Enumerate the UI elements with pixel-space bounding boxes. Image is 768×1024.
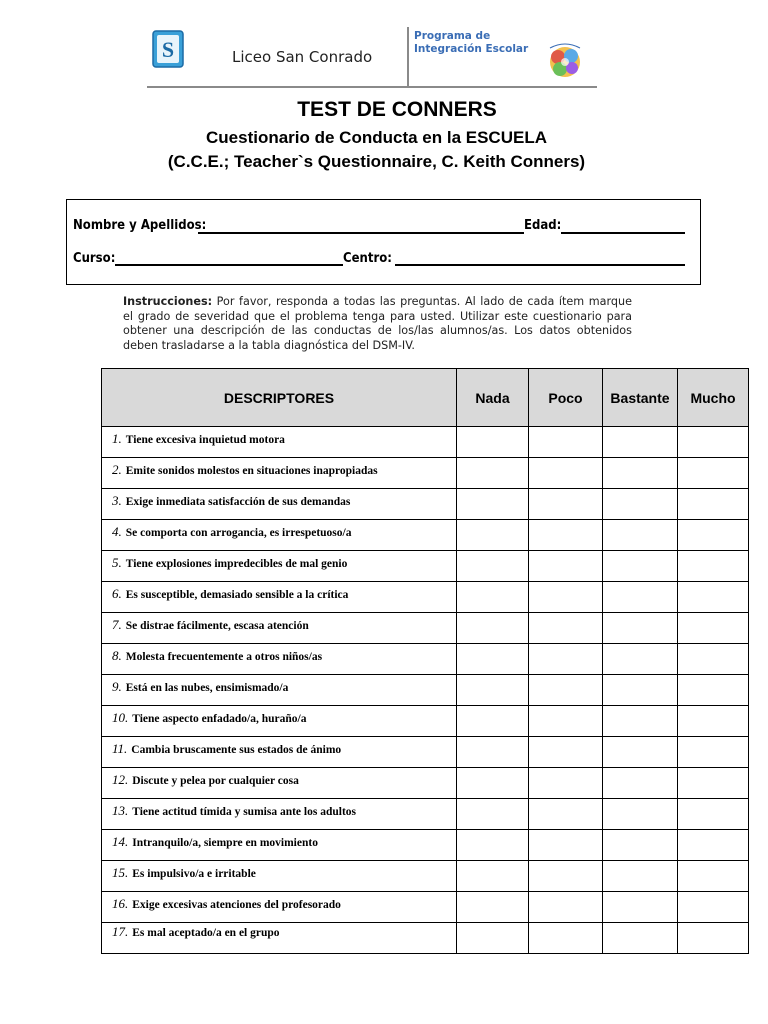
item-text: Está en las nubes, ensimismado/a	[125, 682, 289, 694]
page-subtitle: Cuestionario de Conducta en la ESCUELA	[206, 128, 547, 147]
table-row	[102, 892, 749, 923]
item-text: Tiene explosiones impredecibles de mal genio	[125, 558, 348, 570]
school-logo-letter: S	[161, 37, 175, 62]
cell-poco[interactable]	[529, 613, 603, 644]
descriptor-cell	[102, 923, 457, 954]
descriptors-table-wrapper	[101, 368, 749, 954]
cell-poco[interactable]	[529, 582, 603, 613]
page-reference: (C.C.E.; Teacher`s Questionnaire, C. Keith Conners)	[167, 152, 586, 171]
item-number: 14.	[112, 834, 129, 849]
item-text: Es susceptible, demasiado sensible a la crítica	[125, 589, 349, 601]
cell-nada[interactable]	[457, 489, 529, 520]
cell-nada[interactable]	[457, 737, 529, 768]
descriptor-cell	[102, 861, 457, 892]
cell-mucho[interactable]	[678, 923, 749, 954]
school-name: Liceo San Conrado	[232, 48, 373, 66]
descriptor-cell	[102, 706, 457, 737]
item-text: Tiene actitud tímida y sumisa ante los adultos	[132, 806, 356, 818]
cell-poco[interactable]	[529, 830, 603, 861]
table-row	[102, 799, 749, 830]
cell-poco[interactable]	[529, 551, 603, 582]
cell-bastante[interactable]	[603, 582, 678, 613]
cell-nada[interactable]	[457, 892, 529, 923]
cell-poco[interactable]	[529, 861, 603, 892]
cell-nada[interactable]	[457, 613, 529, 644]
program-title-line1: Programa de	[414, 30, 491, 42]
cell-mucho[interactable]	[678, 892, 749, 923]
item-number: 8.	[112, 648, 122, 663]
cell-mucho[interactable]	[678, 644, 749, 675]
descriptor-cell	[102, 799, 457, 830]
item-text: Se distrae fácilmente, escasa atención	[125, 620, 309, 632]
header-divider	[147, 86, 597, 88]
descriptor-cell	[102, 520, 457, 551]
item-text: Tiene excesiva inquietud motora	[125, 434, 285, 446]
name-field[interactable]	[198, 232, 524, 234]
program-title	[414, 30, 528, 56]
header-separator	[407, 27, 409, 86]
cell-nada[interactable]	[457, 458, 529, 489]
cell-mucho[interactable]	[678, 861, 749, 892]
cell-mucho[interactable]	[678, 799, 749, 830]
page-title: TEST DE CONNERS	[297, 98, 497, 121]
descriptors-table	[101, 368, 749, 954]
cell-nada[interactable]	[457, 520, 529, 551]
cell-bastante[interactable]	[603, 799, 678, 830]
cell-poco[interactable]	[529, 489, 603, 520]
school-logo	[152, 30, 184, 68]
item-number: 6.	[112, 586, 122, 601]
program-title-line2: Integración Escolar	[414, 43, 529, 55]
cell-poco[interactable]	[529, 427, 603, 458]
table-row	[102, 737, 749, 768]
table-row	[102, 458, 749, 489]
descriptor-cell	[102, 737, 457, 768]
cell-mucho[interactable]	[678, 613, 749, 644]
center-field[interactable]	[395, 264, 685, 266]
cell-nada[interactable]	[457, 427, 529, 458]
cell-poco[interactable]	[529, 923, 603, 954]
cell-poco[interactable]	[529, 458, 603, 489]
item-number: 17.	[112, 924, 129, 939]
cell-poco[interactable]	[529, 644, 603, 675]
item-text: Es impulsivo/a e irritable	[132, 868, 256, 880]
item-number: 4.	[112, 524, 122, 539]
cell-nada[interactable]	[457, 923, 529, 954]
cell-poco[interactable]	[529, 675, 603, 706]
item-text: Tiene aspecto enfadado/a, huraño/a	[132, 713, 307, 725]
cell-mucho[interactable]	[678, 427, 749, 458]
item-number: 11.	[112, 741, 128, 756]
instructions-label: Instrucciones:	[123, 295, 213, 308]
cell-poco[interactable]	[529, 768, 603, 799]
item-number: 7.	[112, 617, 122, 632]
descriptor-cell	[102, 489, 457, 520]
table-row	[102, 861, 749, 892]
item-text: Es mal aceptado/a en el grupo	[132, 927, 280, 939]
cell-bastante[interactable]	[603, 768, 678, 799]
cell-mucho[interactable]	[678, 520, 749, 551]
item-text: Intranquilo/a, siempre en movimiento	[132, 837, 318, 849]
cell-mucho[interactable]	[678, 706, 749, 737]
table-row	[102, 706, 749, 737]
cell-nada[interactable]	[457, 861, 529, 892]
item-number: 9.	[112, 679, 122, 694]
cell-bastante[interactable]	[603, 892, 678, 923]
header-nada: Nada	[457, 369, 529, 427]
cell-bastante[interactable]	[603, 613, 678, 644]
descriptor-cell	[102, 458, 457, 489]
item-number: 13.	[112, 803, 129, 818]
cell-poco[interactable]	[529, 799, 603, 830]
table-body	[102, 427, 749, 954]
cell-nada[interactable]	[457, 706, 529, 737]
cell-nada[interactable]	[457, 644, 529, 675]
cell-bastante[interactable]	[603, 737, 678, 768]
cell-mucho[interactable]	[678, 675, 749, 706]
item-number: 15.	[112, 865, 129, 880]
item-text: Emite sonidos molestos en situaciones inapropiadas	[125, 465, 378, 477]
descriptor-cell	[102, 830, 457, 861]
cell-nada[interactable]	[457, 582, 529, 613]
descriptor-cell	[102, 768, 457, 799]
table-row	[102, 520, 749, 551]
cell-bastante[interactable]	[603, 830, 678, 861]
cell-bastante[interactable]	[603, 706, 678, 737]
cell-bastante[interactable]	[603, 489, 678, 520]
instructions	[123, 295, 632, 353]
item-number: 16.	[112, 896, 129, 911]
cell-bastante[interactable]	[603, 427, 678, 458]
table-row	[102, 582, 749, 613]
cell-nada[interactable]	[457, 675, 529, 706]
cell-mucho[interactable]	[678, 737, 749, 768]
descriptor-cell	[102, 551, 457, 582]
cell-bastante[interactable]	[603, 551, 678, 582]
table-header-row	[102, 369, 749, 427]
table-row	[102, 830, 749, 861]
header-poco: Poco	[529, 369, 603, 427]
table-row	[102, 768, 749, 799]
cell-bastante[interactable]	[603, 675, 678, 706]
table-row	[102, 923, 749, 954]
descriptor-cell	[102, 582, 457, 613]
cell-mucho[interactable]	[678, 830, 749, 861]
cell-mucho[interactable]	[678, 489, 749, 520]
cell-mucho[interactable]	[678, 551, 749, 582]
table-row	[102, 613, 749, 644]
cell-bastante[interactable]	[603, 861, 678, 892]
item-text: Discute y pelea por cualquier cosa	[132, 775, 299, 787]
cell-poco[interactable]	[529, 892, 603, 923]
instructions-text: Por favor, responda a todas las preguntas. Al lado de cada ítem marque el grado de severidad que el problema tenga para usted. Utilizar este cuestionario para obtener una descripción de las conductas de los/las alumnos/as. Los datos obtenidos deben trasladarse a la tabla diagnóstica del DSM-IV.	[123, 295, 632, 352]
age-label: Edad:	[524, 218, 562, 233]
item-text: Se comporta con arrogancia, es irrespetuoso/a	[125, 527, 352, 539]
program-logo	[542, 40, 588, 82]
item-text: Molesta frecuentemente a otros niños/as	[125, 651, 323, 663]
item-text: Exige inmediata satisfacción de sus demandas	[125, 496, 351, 508]
cell-mucho[interactable]	[678, 458, 749, 489]
cell-bastante[interactable]	[603, 458, 678, 489]
item-number: 12.	[112, 772, 129, 787]
header-descriptors: DESCRIPTORES	[102, 369, 457, 427]
cell-nada[interactable]	[457, 768, 529, 799]
descriptor-cell	[102, 613, 457, 644]
item-number: 3.	[112, 493, 122, 508]
item-number: 10.	[112, 710, 129, 725]
age-field[interactable]	[561, 232, 685, 234]
item-number: 5.	[112, 555, 122, 570]
table-row	[102, 551, 749, 582]
cell-bastante[interactable]	[603, 644, 678, 675]
descriptor-cell	[102, 427, 457, 458]
cell-nada[interactable]	[457, 551, 529, 582]
table-row	[102, 489, 749, 520]
cell-poco[interactable]	[529, 706, 603, 737]
table-row	[102, 675, 749, 706]
name-label: Nombre y Apellidos:	[73, 218, 207, 233]
descriptor-cell	[102, 892, 457, 923]
course-field[interactable]	[115, 264, 343, 266]
cell-bastante[interactable]	[603, 520, 678, 551]
table-row	[102, 644, 749, 675]
item-number: 2.	[112, 462, 122, 477]
cell-mucho[interactable]	[678, 582, 749, 613]
descriptor-cell	[102, 644, 457, 675]
cell-nada[interactable]	[457, 799, 529, 830]
table-row	[102, 427, 749, 458]
descriptor-cell	[102, 675, 457, 706]
header-bastante: Bastante	[603, 369, 678, 427]
student-info-box	[66, 199, 701, 285]
cell-mucho[interactable]	[678, 768, 749, 799]
item-text: Cambia bruscamente sus estados de ánimo	[131, 744, 342, 756]
cell-nada[interactable]	[457, 830, 529, 861]
center-label: Centro:	[343, 251, 392, 266]
cell-bastante[interactable]	[603, 923, 678, 954]
cell-poco[interactable]	[529, 520, 603, 551]
item-text: Exige excesivas atenciones del profesorado	[132, 899, 341, 911]
cell-poco[interactable]	[529, 737, 603, 768]
course-label: Curso:	[73, 251, 116, 266]
item-number: 1.	[112, 431, 122, 446]
header-mucho: Mucho	[678, 369, 749, 427]
